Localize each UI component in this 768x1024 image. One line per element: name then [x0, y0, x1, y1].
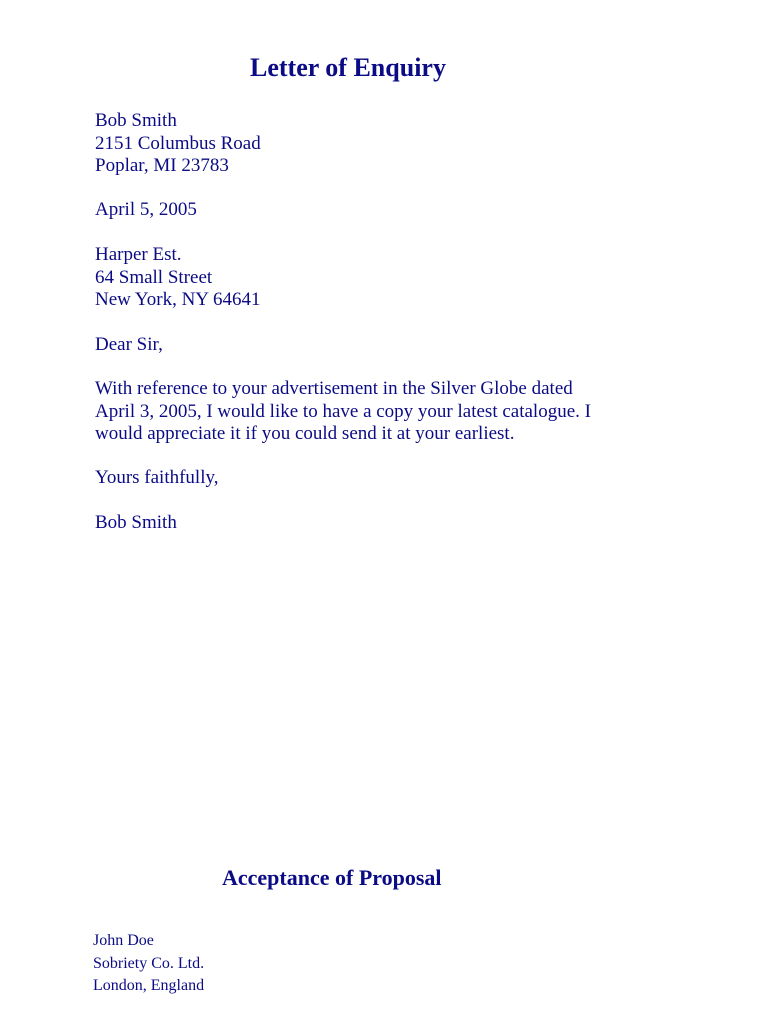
body-line-3: would appreciate it if you could send it at your earliest.: [95, 423, 515, 444]
recipient-name: Harper Est.: [95, 244, 182, 265]
second-sender-company: Sobriety Co. Ltd.: [93, 954, 205, 972]
body-line-2: April 3, 2005, I would like to have a copy your latest catalogue. I: [95, 400, 591, 422]
recipient-address: [95, 244, 261, 312]
date-line: April 5, 2005: [95, 199, 197, 220]
second-sender-city: London, England: [93, 977, 205, 994]
sender-street: 2151 Columbus Road: [95, 132, 261, 154]
body-line-1: With reference to your advertisement in the Silver Globe dated: [95, 378, 573, 399]
second-sender-address: [93, 930, 204, 998]
signature-line: Bob Smith: [95, 512, 177, 533]
letter-of-enquiry-title: Letter of Enquiry: [250, 53, 446, 82]
letter-body: [95, 378, 591, 446]
sender-city: Poplar, MI 23783: [95, 155, 229, 176]
closing-line: Yours faithfully,: [95, 467, 219, 488]
salutation: [95, 334, 163, 357]
closing: [95, 467, 219, 490]
sender-address: [95, 110, 261, 178]
salutation-line: Dear Sir,: [95, 334, 163, 355]
signature: [95, 512, 177, 535]
sender-name: Bob Smith: [95, 110, 177, 131]
acceptance-of-proposal-title: Acceptance of Proposal: [222, 865, 442, 890]
recipient-street: 64 Small Street: [95, 266, 213, 288]
recipient-city: New York, NY 64641: [95, 289, 261, 310]
second-sender-name: John Doe: [93, 932, 154, 949]
letter-date: [95, 199, 197, 222]
